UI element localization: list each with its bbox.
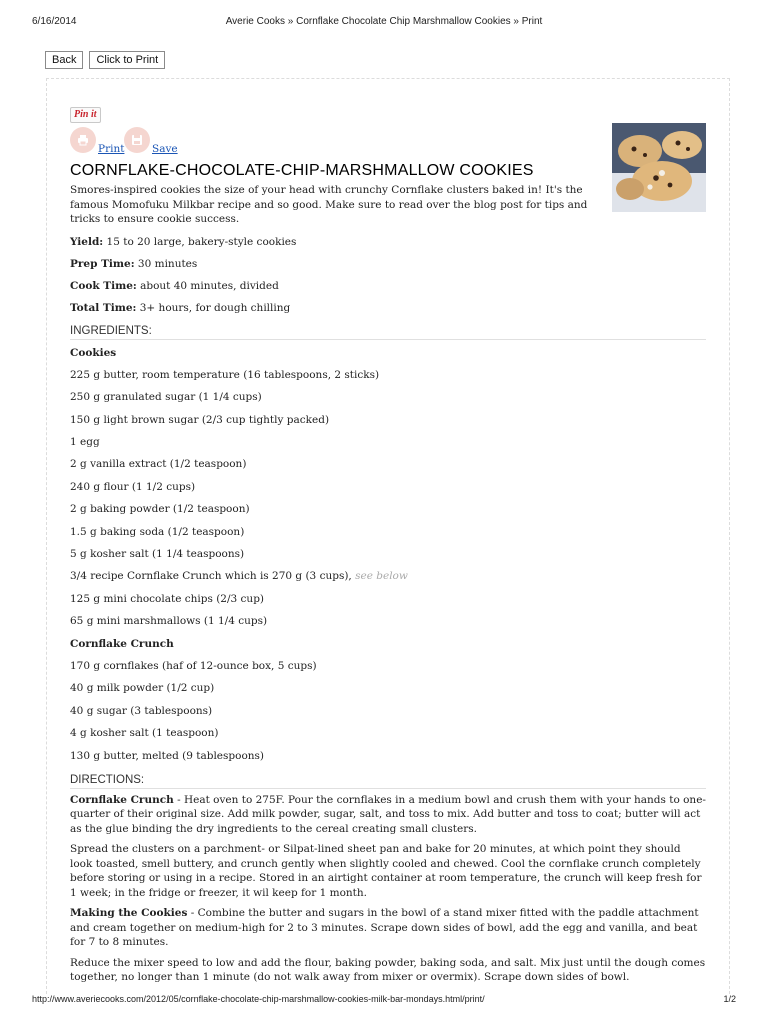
ingredient-item [70,569,706,583]
print-header [32,16,736,32]
print-date: 6/16/2014 [32,16,77,27]
ingredient-item [70,547,706,561]
ingredient-item [70,457,706,471]
ingredient-group-heading [70,637,706,651]
page-number: 1/2 [723,994,736,1004]
ingredient-item [70,659,706,673]
ingredient-text: 1 egg [70,436,100,449]
ingredient-text: 125 g mini chocolate chips (2/3 cup) [70,592,265,605]
ingredient-item [70,390,706,404]
recipe-meta [70,235,706,315]
ingredient-text: 40 g milk powder (1/2 cup) [70,682,215,695]
meta-label: Prep Time: [70,257,135,270]
ingredient-text: 65 g mini marshmallows (1 1/4 cups) [70,615,268,628]
save-action[interactable] [124,127,178,153]
meta-row [70,279,706,293]
ingredient-item [70,368,706,382]
ingredient-item [70,726,706,740]
print-url: http://www.averiecooks.com/2012/05/cornflake-chocolate-chip-marshmallow-cookies-milk-bar-mondays.html/print/ [32,994,485,1004]
toolbar [45,51,165,69]
meta-label: Yield: [70,235,104,248]
ingredient-text: 240 g flour (1 1/2 cups) [70,480,196,493]
back-button[interactable]: Back [45,51,83,69]
ingredient-text: 150 g light brown sugar (2/3 cup tightly packed) [70,413,330,426]
ingredient-item [70,592,706,606]
ingredient-text: Cookies [70,346,117,359]
direction-step [70,906,706,950]
ingredient-text: Cornflake Crunch [70,637,174,650]
recipe-actions [70,127,706,159]
print-link[interactable]: Print [98,143,125,155]
ingredient-text: 3/4 recipe Cornflake Crunch which is 270 g (3 cups), [70,570,356,583]
ingredient-item [70,502,706,516]
ingredient-text: 2 g baking powder (1/2 teaspoon) [70,503,250,516]
ingredient-item [70,749,706,763]
print-footer [32,994,736,1008]
directions-list [70,793,706,985]
ingredients-heading: INGREDIENTS: [70,325,706,340]
meta-row [70,301,706,315]
ingredient-item [70,480,706,494]
meta-value: 15 to 20 large, bakery-style cookies [106,235,297,248]
ingredient-note-link[interactable]: see below [355,570,408,583]
ingredient-item [70,525,706,539]
printer-icon [70,127,96,153]
ingredient-item [70,704,706,718]
print-page-title: Averie Cooks » Cornflake Chocolate Chip Marshmallow Cookies » Print [225,16,543,27]
ingredient-item [70,614,706,628]
meta-label: Cook Time: [70,279,137,292]
meta-row [70,235,706,249]
meta-label: Total Time: [70,301,137,314]
ingredient-group-heading [70,346,706,360]
recipe-description: Smores-inspired cookies the size of your head with crunchy Cornflake clusters baked in! It's the famous Momofuku Milkbar recipe and so good. Make sure to read over the blog post for tips and tricks to ensure cookie success. [70,184,588,225]
recipe-content [70,102,706,985]
print-action[interactable] [70,127,124,153]
ingredient-text: 1.5 g baking soda (1/2 teaspoon) [70,525,245,538]
ingredient-text: 225 g butter, room temperature (16 tablespoons, 2 sticks) [70,368,380,381]
direction-step-title: Making the Cookies [70,907,188,920]
direction-step [70,842,706,900]
direction-step-title: Cornflake Crunch [70,793,174,806]
direction-step-text: Spread the clusters on a parchment- or Silpat-lined sheet pan and bake for 20 minutes, at which point they should look toasted, smell buttery, and crunch gently when slightly cooled and chewed. Cool the cornflake crunch completely before storing or using in a recipe. Stored in an airtight container at room temperature, the crunch will keep fresh for 1 week; in the fridge or freezer, it wil keep for 1 month. [70,843,702,899]
meta-value: 3+ hours, for dough chilling [139,301,291,314]
ingredient-text: 170 g cornflakes (haf of 12-ounce box, 5 cups) [70,659,317,672]
ingredient-text: 250 g granulated sugar (1 1/4 cups) [70,391,262,404]
direction-step-text: - Combine the butter and sugars in the bowl of a stand mixer fitted with the paddle attachment and cream together on medium-high for 2 to 3 minutes. Scrape down sides of bowl, add the egg and vanilla, and beat for 7 to 8 minutes. [70,907,699,949]
save-icon [124,127,150,153]
ingredient-text: 5 g kosher salt (1 1/4 teaspoons) [70,548,245,561]
ingredient-text: 40 g sugar (3 tablespoons) [70,704,213,717]
save-link[interactable]: Save [152,143,178,155]
meta-value: 30 minutes [137,257,198,270]
meta-value: about 40 minutes, divided [140,279,279,292]
ingredient-item [70,435,706,449]
direction-step-text: - Heat oven to 275F. Pour the cornflakes in a medium bowl and crush them with your hands to one-quarter of their original size. Add milk powder, sugar, salt, and toss to mix. Add butter and toss to coat; butter will act as the glue binding the dry ingredients to the cereal creating small clusters. [70,793,706,835]
ingredient-text: 2 g vanilla extract (1/2 teaspoon) [70,458,247,471]
ingredient-text: 4 g kosher salt (1 teaspoon) [70,727,219,740]
direction-step-text: Reduce the mixer speed to low and add the flour, baking powder, baking soda, and salt. Mix just until the dough comes together, no longer than 1 minute (do not walk away from mixer or overmix). Scrape down sides of bowl. [70,956,706,984]
direction-step [70,793,706,837]
meta-row [70,257,706,271]
click-to-print-button[interactable]: Click to Print [89,51,165,69]
ingredient-item [70,413,706,427]
ingredient-text: 130 g butter, melted (9 tablespoons) [70,749,265,762]
ingredients-list [70,346,706,763]
ingredient-item [70,681,706,695]
recipe-title: CORNFLAKE-CHOCOLATE-CHIP-MARSHMALLOW COOKIES [70,162,534,179]
pin-it-button[interactable]: Pin it [70,107,101,123]
direction-step [70,956,706,985]
directions-heading: DIRECTIONS: [70,774,706,789]
recipe-photo [612,123,706,212]
